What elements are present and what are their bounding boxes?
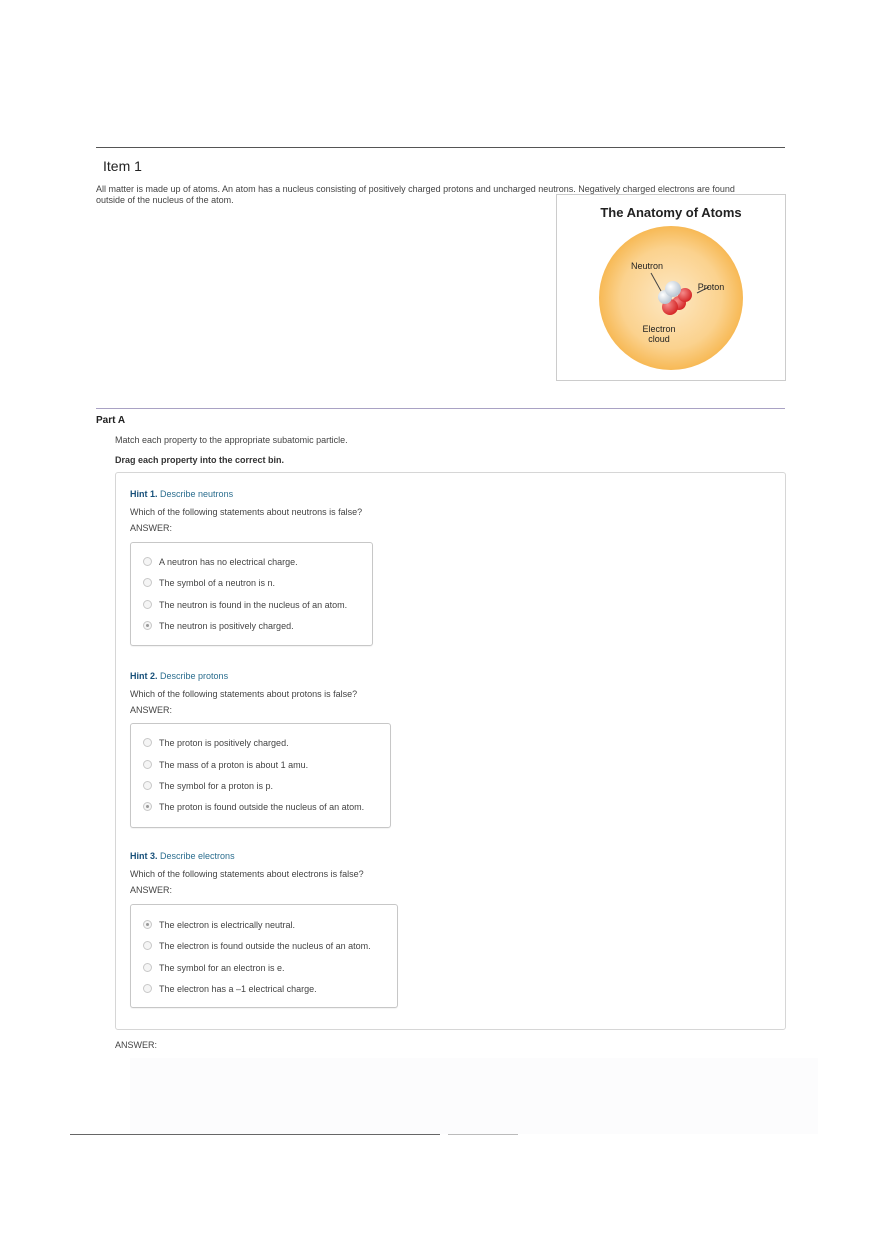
hint-3 <box>130 851 364 895</box>
hint-1-answer-label: ANSWER: <box>130 523 173 533</box>
electron-cloud-label-line1: Electron <box>642 324 676 334</box>
radio-button[interactable] <box>143 600 152 609</box>
neutron-label: Neutron <box>630 261 664 271</box>
hint-3-options <box>130 904 398 1008</box>
hint-2-answer-label: ANSWER: <box>130 705 173 715</box>
part-divider <box>96 408 785 409</box>
option[interactable]: The electron has a –1 electrical charge. <box>143 983 317 995</box>
part-title: Part A <box>96 415 126 426</box>
option[interactable]: The proton is found outside the nucleus of an atom. <box>143 801 364 813</box>
part-instruction: Match each property to the appropriate subatomic particle. <box>115 435 348 445</box>
radio-button[interactable] <box>143 941 152 950</box>
radio-button-selected[interactable] <box>143 621 152 630</box>
radio-button-selected[interactable] <box>143 802 152 811</box>
bottom-divider-short <box>448 1134 518 1135</box>
radio-button-selected[interactable] <box>143 920 152 929</box>
bottom-divider <box>70 1134 440 1135</box>
hint-3-question: Which of the following statements about electrons is false? <box>130 869 364 879</box>
hint-2-question: Which of the following statements about protons is false? <box>130 689 358 699</box>
radio-button[interactable] <box>143 781 152 790</box>
atom-anatomy-figure <box>556 194 786 381</box>
hint-3-title[interactable]: Hint 3. Describe electrons <box>130 851 235 861</box>
radio-button[interactable] <box>143 738 152 747</box>
intro-text: All matter is made up of atoms. An atom has a nucleus consisting of positively charged protons and uncharged neutrons. Negatively charged electrons are found outside of the nucleus of the atom. <box>96 184 735 205</box>
hint-2-options <box>130 723 391 828</box>
option[interactable]: The mass of a proton is about 1 amu. <box>143 759 308 771</box>
electron-cloud-label-line2: cloud <box>648 334 670 344</box>
radio-button[interactable] <box>143 963 152 972</box>
neutron-particle <box>665 281 681 297</box>
proton-label: Proton <box>697 282 725 292</box>
option[interactable]: The proton is positively charged. <box>143 737 289 749</box>
hint-2-title[interactable]: Hint 2. Describe protons <box>130 671 229 681</box>
figure-title: The Anatomy of Atoms <box>600 205 742 220</box>
hint-1-title[interactable]: Hint 1. Describe neutrons <box>130 489 234 499</box>
option[interactable]: The neutron is positively charged. <box>143 620 294 632</box>
item-title: Item 1 <box>103 158 142 174</box>
part-instruction-bold: Drag each property into the correct bin. <box>115 455 285 465</box>
option[interactable]: The symbol for a proton is p. <box>143 780 273 792</box>
final-answer-label: ANSWER: <box>115 1040 158 1050</box>
option[interactable]: The symbol for an electron is e. <box>143 962 285 974</box>
option[interactable]: The electron is electrically neutral. <box>143 919 295 931</box>
hint-2 <box>130 671 357 715</box>
radio-button[interactable] <box>143 760 152 769</box>
hint-1-question: Which of the following statements about neutrons is false? <box>130 507 363 517</box>
top-divider <box>96 147 785 148</box>
radio-button[interactable] <box>143 984 152 993</box>
option[interactable]: The neutron is found in the nucleus of an atom. <box>143 599 347 611</box>
option[interactable]: The symbol of a neutron is n. <box>143 577 275 589</box>
hint-1-options <box>130 542 373 646</box>
radio-button[interactable] <box>143 578 152 587</box>
option[interactable]: The electron is found outside the nucleus of an atom. <box>143 940 371 952</box>
hint-1 <box>130 489 362 533</box>
radio-button[interactable] <box>143 557 152 566</box>
atom-diagram <box>557 195 785 380</box>
answer-drop-area[interactable] <box>130 1058 818 1134</box>
option[interactable]: A neutron has no electrical charge. <box>143 556 298 568</box>
hint-3-answer-label: ANSWER: <box>130 885 173 895</box>
